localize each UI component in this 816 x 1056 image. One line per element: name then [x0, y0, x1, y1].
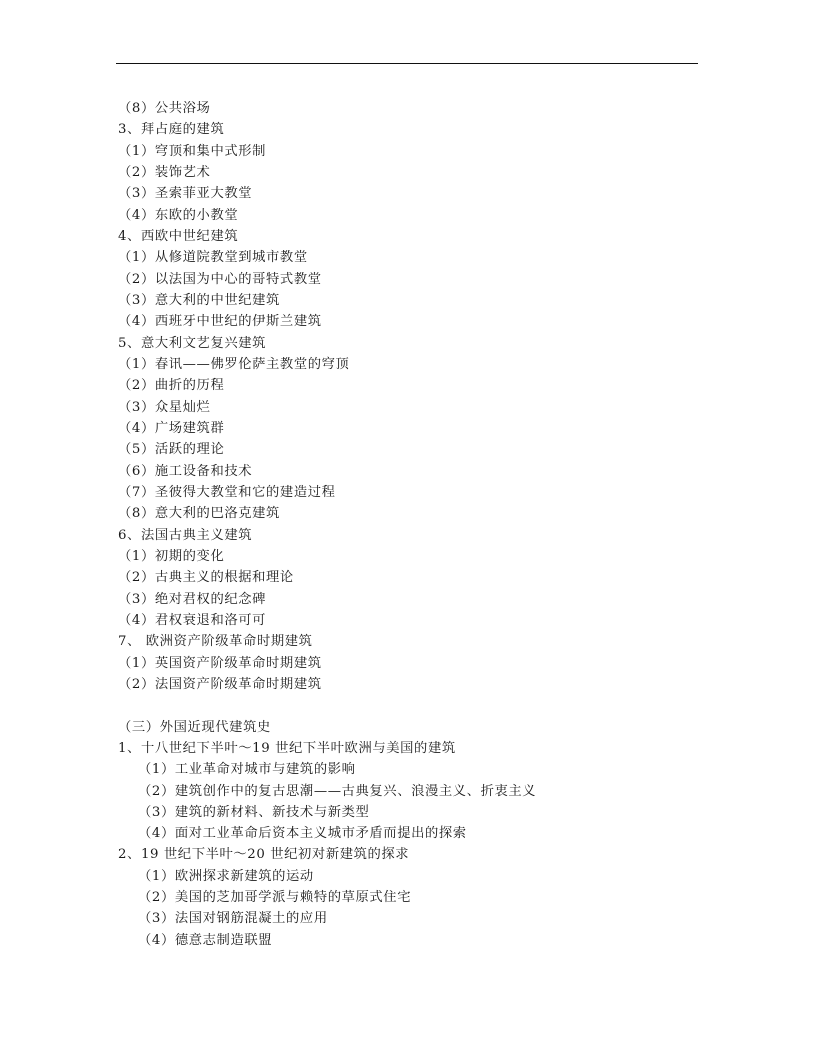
document-body — [118, 98, 718, 951]
list-item: （3）众星灿烂 — [118, 399, 211, 415]
list-item: （2）装饰艺术 — [118, 164, 211, 180]
list-item: （3）圣索菲亚大教堂 — [118, 186, 253, 202]
list-item: （4）德意志制造联盟 — [138, 932, 273, 948]
list-item: （4）面对工业革命后资本主义城市矛盾而提出的探索 — [138, 826, 467, 842]
list-item: （4）广场建筑群 — [118, 420, 225, 436]
list-item: （1）欧洲探求新建筑的运动 — [138, 868, 314, 884]
list-item: （6）施工设备和技术 — [118, 463, 253, 479]
list-item: （1）从修道院教堂到城市教堂 — [118, 250, 308, 266]
list-item: （5）活跃的理论 — [118, 442, 225, 458]
list-item: （3）绝对君权的纪念碑 — [118, 591, 267, 607]
list-item: （1）穹顶和集中式形制 — [118, 143, 267, 159]
header-rule — [116, 63, 698, 64]
list-item: （3）建筑的新材料、新技术与新类型 — [138, 804, 370, 820]
list-item: （4）西班牙中世纪的伊斯兰建筑 — [118, 314, 322, 330]
list-item: （1）初期的变化 — [118, 548, 225, 564]
list-item: （4）东欧的小教堂 — [118, 207, 239, 223]
list-item: （3）法国对钢筋混凝土的应用 — [138, 911, 328, 927]
list-item: （8）意大利的巴洛克建筑 — [118, 506, 280, 522]
section-heading: 4、西欧中世纪建筑 — [118, 228, 239, 244]
list-item: （1）春讯——佛罗伦萨主教堂的穹顶 — [118, 356, 350, 372]
list-item: （2）法国资产阶级革命时期建筑 — [118, 676, 322, 692]
section-heading: 3、拜占庭的建筑 — [118, 122, 225, 138]
list-item: （3）意大利的中世纪建筑 — [118, 292, 280, 308]
list-item: （8）公共浴场 — [118, 101, 211, 116]
section-heading: 6、法国古典主义建筑 — [118, 527, 253, 543]
list-item: （2）曲折的历程 — [118, 378, 225, 394]
list-item: （2）美国的芝加哥学派与赖特的草原式住宅 — [138, 890, 412, 906]
section-heading: 2、19 世纪下半叶～20 世纪初对新建筑的探求 — [118, 847, 410, 863]
blank-line — [118, 695, 718, 716]
list-item: （1）工业革命对城市与建筑的影响 — [138, 762, 356, 778]
list-item: （4）君权衰退和洛可可 — [118, 612, 267, 628]
list-item: （2）建筑创作中的复古思潮——古典复兴、浪漫主义、折衷主义 — [138, 783, 537, 799]
list-item: （7）圣彼得大教堂和它的建造过程 — [118, 484, 336, 500]
chapter-heading: （三）外国近现代建筑史 — [118, 719, 271, 735]
list-item: （2）以法国为中心的哥特式教堂 — [118, 271, 322, 287]
section-heading: 1、十八世纪下半叶～19 世纪下半叶欧洲与美国的建筑 — [118, 740, 456, 756]
section-heading: 5、意大利文艺复兴建筑 — [118, 335, 267, 351]
list-item: （2）古典主义的根据和理论 — [118, 570, 294, 586]
list-item: （1）英国资产阶级革命时期建筑 — [118, 655, 322, 671]
section-heading: 7、 欧洲资产阶级革命时期建筑 — [118, 634, 313, 650]
